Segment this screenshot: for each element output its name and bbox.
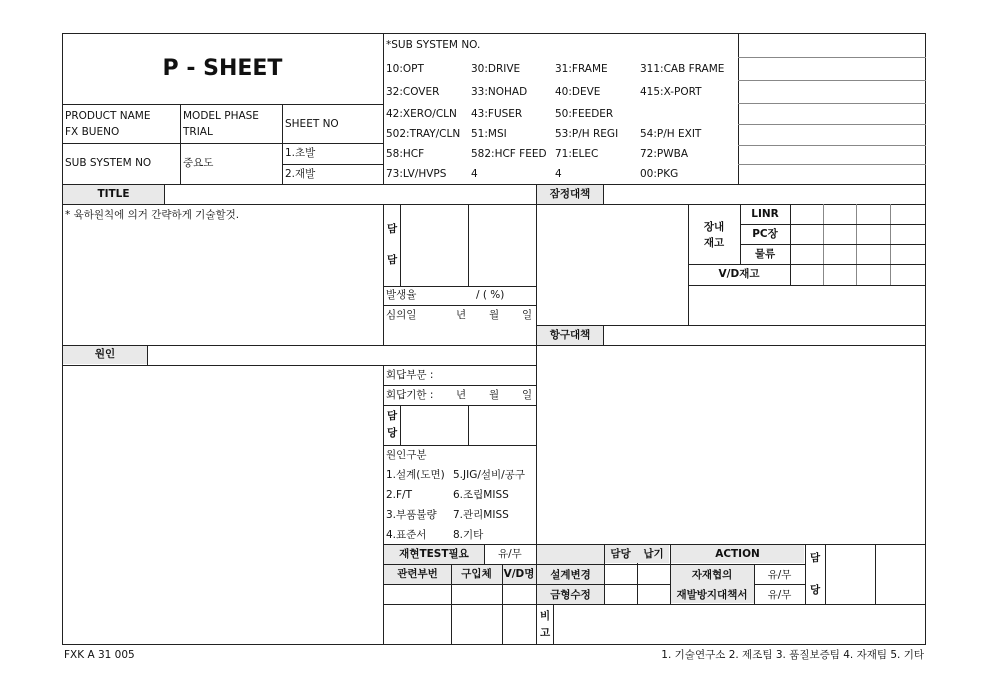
vd-name-label: V/D명 [503,568,535,580]
sub-system-code: 73:LV/HVPS [386,168,447,180]
sub-system-code: 30:DRIVE [471,63,521,75]
blank-line [738,57,926,58]
sub-system-code: 54:P/H EXIT [640,128,702,140]
header-divider-left [383,33,384,185]
cause-category-label: 원인구분 [386,449,427,461]
model-phase-value: TRIAL [183,126,213,138]
bottom-owner-dang: 당 [810,584,821,596]
cause-label: 원인 [94,348,116,360]
cause-cat-6: 6.조립MISS [453,489,509,501]
owner-line [468,204,469,286]
interim-line [536,185,537,345]
sub-system-code: 502:TRAY/CLN [386,128,461,140]
title-instruction: * 육하원칙에 의거 간략하게 기술할것. [65,209,240,221]
header-line [282,164,383,165]
sub-system-code: 415:X-PORT [640,86,702,98]
header-bottom-line [62,184,926,185]
review-date-label: 심의일 [386,309,417,321]
related-dept-label: 관련부번 [397,568,438,580]
inventory-line [688,285,926,286]
blank-line [738,164,926,165]
sub-system-code: 58:HCF [386,148,425,160]
reply-month: 월 [489,389,500,401]
occurrence-rate-label: 발생율 [386,289,417,301]
reply-dept-label: 회답부문 : [386,369,434,381]
sub-system-code: 42:XERO/CLN [386,108,457,120]
blank-line [738,124,926,125]
linr-label: LINR [751,208,779,220]
remarks-label-go: 고 [540,627,551,639]
cause-line [468,405,469,445]
title-bottom-line [62,204,926,205]
permanent-line [603,325,604,345]
remarks-label-bi: 비 [540,610,551,622]
sub-system-heading: *SUB SYSTEM NO. [386,39,481,51]
model-phase-label: MODEL PHASE [183,110,259,122]
header-line [282,104,283,184]
sub-system-code: 51:MSI [471,128,507,140]
sub-system-code: 00:PKG [640,168,679,180]
reply-day: 일 [522,389,533,401]
header-line [62,104,383,105]
cause-line [400,405,401,445]
grid-line [383,604,926,605]
header-line [62,143,383,144]
blank-line [738,80,926,81]
occurrence-rate-value: / ( %) [476,289,505,301]
review-month: 월 [489,309,500,321]
owner-label-dang: 담 [387,254,398,266]
sub-system-code: 4 [471,168,478,180]
grid-line [553,604,554,645]
owner-line [383,286,536,287]
design-change-label: 설계변경 [550,569,591,581]
sub-system-code: 71:ELEC [555,148,599,160]
sub-system-code: 40:DEVE [555,86,601,98]
product-name-value: FX BUENO [65,126,120,138]
grid-line [805,544,806,604]
grid-line [383,584,536,585]
cause-line [383,445,536,446]
in-house-stock-label: 장내 [703,221,725,233]
owner-line [400,204,401,286]
reply-deadline-label: 회답기한 : [386,389,434,401]
retest-needed-label: 재현TEST필요 [399,548,469,560]
owner-line [383,305,536,306]
reply-year: 년 [456,389,467,401]
section-line [62,345,926,346]
cause-line [383,405,536,406]
cause-cat-1: 1.설계(도면) [386,469,445,481]
title-line [164,185,165,205]
title-label: TITLE [97,188,130,200]
interim-line [603,185,604,205]
cause-line [147,345,148,365]
inventory-line [740,224,926,225]
review-day: 일 [522,309,533,321]
cause-line [383,385,536,386]
grid-line [825,544,826,604]
page-title: P - SHEET [162,56,283,81]
retest-yes-no: 유/무 [498,548,522,560]
sub-system-code: 72:PWBA [640,148,688,160]
product-name-label: PRODUCT NAME [65,110,151,122]
sub-system-code: 53:P/H REGI [555,128,619,140]
sub-system-code: 10:OPT [386,63,424,75]
sub-system-code: 32:COVER [386,86,440,98]
inventory-line [740,244,926,245]
cause-owner-dam: 담 [387,410,398,422]
prevention-doc-yn: 유/무 [767,589,792,601]
vd-stock-label: V/D재고 [718,268,760,280]
cause-cat-2: 2.F/T [386,489,413,501]
blank-line [738,103,926,104]
owner-label-dam: 담 [387,223,398,235]
supplier-label: 구입체 [461,568,492,580]
owner-line [383,204,384,345]
sub-system-code: 50:FEEDER [555,108,614,120]
material-consult-label: 자재협의 [691,569,733,581]
pc-label: PC장 [752,228,778,240]
owner-col-label: 담당 [610,548,631,560]
sub-system-code: 311:CAB FRAME [640,63,725,75]
form-code: FXK A 31 005 [64,649,135,661]
cause-cat-5: 5.JIG/설비/공구 [453,469,525,481]
sub-system-code: 31:FRAME [555,63,608,75]
header-line [180,104,181,184]
cause-line [383,365,384,645]
mold-fix-label: 금형수정 [550,589,591,601]
blank-line [738,145,926,146]
distribution-list: 1. 기술연구소 2. 제조팀 3. 품질보증팀 4. 자재팀 5. 기타 [661,649,924,661]
re-issue-option: 2.재발 [285,168,316,180]
sub-system-code: 43:FUSER [471,108,523,120]
sub-system-code: 4 [555,168,562,180]
importance-label: 중요도 [183,157,214,169]
header-divider-right [738,33,739,185]
grid-line [484,544,485,564]
sub-system-no-label: SUB SYSTEM NO [65,157,152,169]
inventory-line [688,264,926,265]
cause-cat-7: 7.관리MISS [453,509,509,521]
due-col-label: 납기 [643,548,664,560]
in-house-stock-label-2: 재고 [703,237,725,249]
bottom-owner-dam: 담 [810,552,821,564]
review-year: 년 [456,309,467,321]
sub-system-code: 582:HCF FEED [471,148,547,160]
material-consult-yn: 유/무 [767,569,792,581]
action-col-label: ACTION [715,548,760,560]
permanent-measure-label: 항구대책 [549,329,591,341]
cause-line [62,365,537,366]
logistics-label: 물류 [754,248,776,260]
grid-line [875,544,876,604]
cause-owner-dang: 당 [387,427,398,439]
interim-measure-label: 잠정대책 [549,188,591,200]
prevention-doc-label: 재발방지대책서 [676,589,748,601]
cause-cat-8: 8.기타 [453,529,484,541]
cause-cat-4: 4.표준서 [386,529,427,541]
first-issue-option: 1.초발 [285,147,316,159]
cause-cat-3: 3.부품불량 [386,509,437,521]
sub-system-code: 33:NOHAD [471,86,528,98]
sheet-no-label: SHEET NO [285,118,339,130]
